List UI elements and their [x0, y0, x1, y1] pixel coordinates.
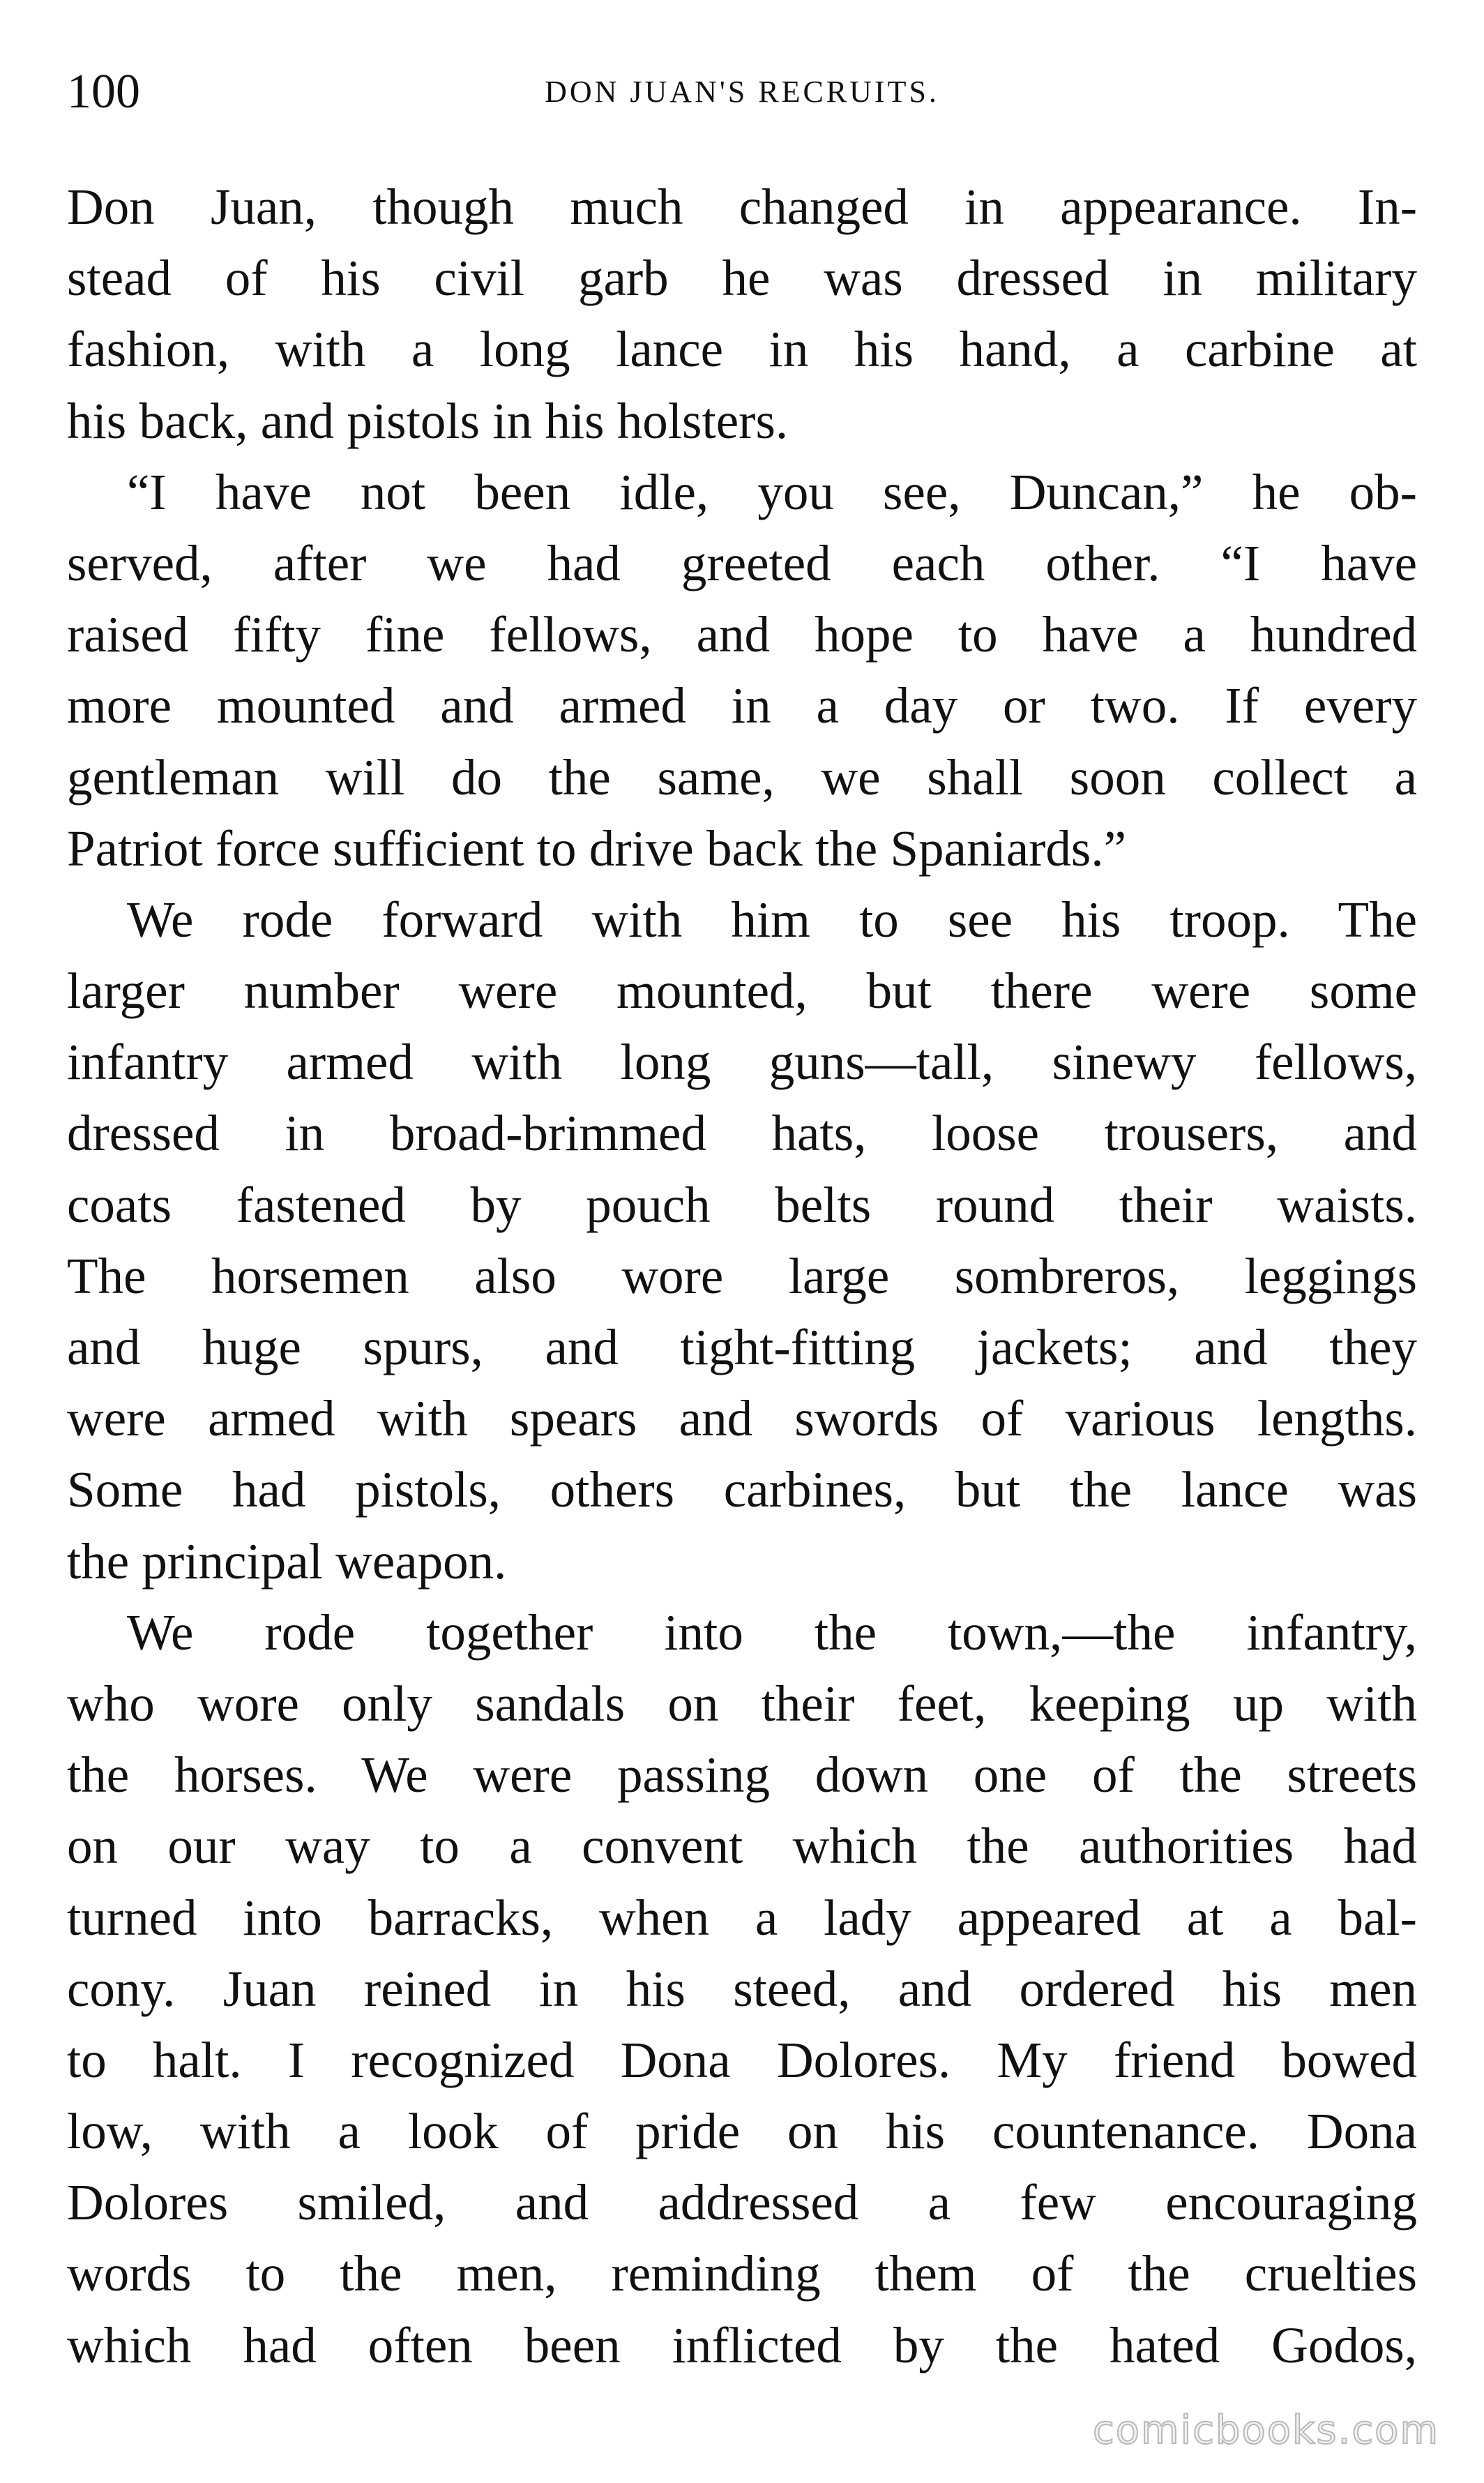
- page-header: [67, 59, 1417, 126]
- text-line: more mounted and armed in a day or two. If every: [67, 677, 1417, 734]
- text-line: the horses. We were passing down one of the streets: [67, 1746, 1417, 1804]
- text-line: the principal weapon.: [67, 1532, 507, 1590]
- text-line: served, after we had greeted each other. “I have: [67, 534, 1417, 591]
- text-line: infantry armed with long guns—tall, sinewy fellows,: [67, 1034, 1417, 1091]
- text-line: We rode together into the town,—the infantry,: [127, 1603, 1417, 1661]
- running-head: DON JUAN'S RECRUITS.: [545, 75, 939, 109]
- text-line: low, with a look of pride on his countenance. Dona: [67, 2103, 1417, 2160]
- text-line: which had often been inflicted by the hated Godos,: [67, 2316, 1417, 2373]
- text-line: raised fifty fine fellows, and hope to have a hundred: [67, 606, 1417, 663]
- text-line: Don Juan, though much changed in appearance. In-: [67, 179, 1417, 235]
- text-line: on our way to a convent which the authorities had: [67, 1818, 1417, 1875]
- paragraph: [67, 172, 1417, 457]
- watermark: comicbooks.com: [1092, 2408, 1439, 2453]
- text-line: and huge spurs, and tight-fitting jackets; and they: [67, 1319, 1417, 1375]
- page-number: 100: [67, 65, 140, 119]
- text-line: Patriot force sufficient to drive back the Spaniards.”: [67, 820, 1126, 877]
- text-line: We rode forward with him to see his troop. The: [127, 891, 1417, 948]
- text-line: his back, and pistols in his holsters.: [67, 392, 789, 449]
- text-line: who wore only sandals on their feet, keeping up with: [67, 1675, 1417, 1732]
- text-line: coats fastened by pouch belts round their waists.: [67, 1176, 1417, 1233]
- text-line: turned into barracks, when a lady appeared at a bal-: [67, 1889, 1417, 1946]
- text-line: The horsemen also wore large sombreros, leggings: [67, 1247, 1417, 1304]
- paragraph: [67, 884, 1417, 1597]
- body-text: [67, 172, 1417, 2381]
- text-line: dressed in broad-brimmed hats, loose trousers, and: [67, 1105, 1417, 1162]
- text-line: words to the men, reminding them of the cruelties: [67, 2245, 1417, 2302]
- text-line: were armed with spears and swords of various lengths.: [67, 1390, 1417, 1447]
- text-line: stead of his civil garb he was dressed in military: [67, 250, 1417, 307]
- text-line: fashion, with a long lance in his hand, a carbine at: [67, 321, 1417, 378]
- text-line: Some had pistols, others carbines, but the lance was: [67, 1461, 1417, 1518]
- paragraph: [67, 1597, 1417, 2381]
- text-line: “I have not been idle, you see, Duncan,” he ob-: [127, 463, 1417, 520]
- text-line: to halt. I recognized Dona Dolores. My friend bowed: [67, 2031, 1417, 2088]
- text-line: larger number were mounted, but there were some: [67, 963, 1417, 1020]
- text-line: Dolores smiled, and addressed a few encouraging: [67, 2174, 1417, 2231]
- text-line: cony. Juan reined in his steed, and ordered his men: [67, 1960, 1417, 2017]
- paragraph: [67, 457, 1417, 884]
- text-line: gentleman will do the same, we shall soon collect a: [67, 748, 1417, 806]
